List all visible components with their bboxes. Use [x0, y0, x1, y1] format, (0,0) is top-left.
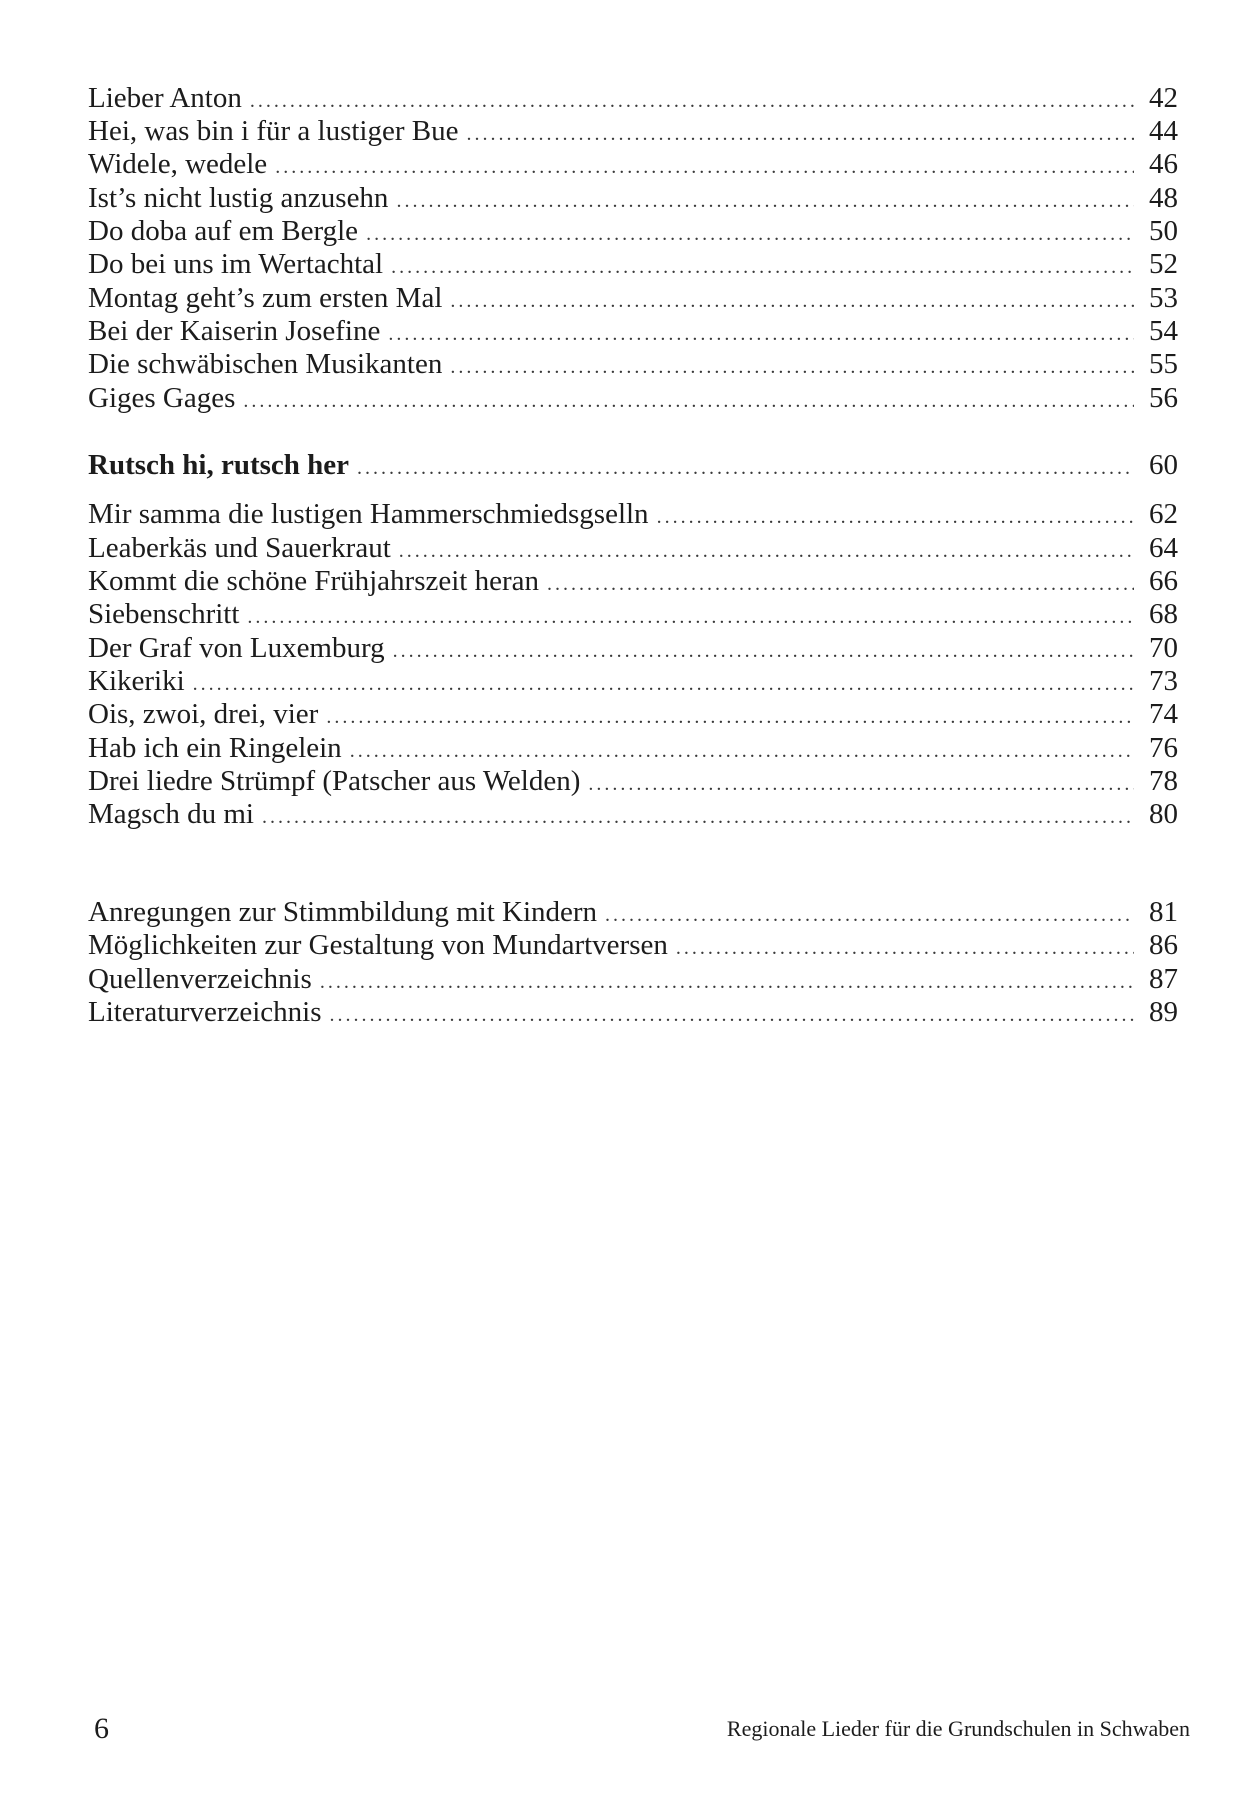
toc-entry-title: Drei liedre Strümpf (Patscher aus Welden) [88, 765, 581, 797]
toc-entry[interactable] [88, 994, 1178, 1033]
toc-entry-title: Ist’s nicht lustig anzusehn [88, 182, 389, 214]
toc-entry-page: 89 [1149, 996, 1178, 1028]
toc-entry-title: Ois, zwoi, drei, vier [88, 698, 319, 730]
toc-entry-page: 81 [1149, 896, 1178, 928]
toc-entry-title: Hei, was bin i für a lustiger Bue [88, 115, 459, 147]
toc-entry-title: Mir samma die lustigen Hammerschmiedsgselln [88, 498, 649, 530]
toc-entry-title: Montag geht’s zum ersten Mal [88, 282, 443, 314]
footer-running-title: Regionale Lieder für die Grundschulen in Schwaben [726, 1716, 1190, 1741]
toc-entry-title: Do doba auf em Bergle [88, 215, 359, 247]
toc-entry-title: Hab ich ein Ringelein [88, 732, 342, 764]
toc-leader [357, 450, 1134, 486]
toc-entry-title: Kommt die schöne Frühjahrszeit heran [88, 565, 539, 597]
footer-page-number: 6 [94, 1712, 109, 1745]
toc-leader [243, 383, 1134, 419]
toc-entry[interactable] [88, 796, 1178, 835]
toc-entry-page: 78 [1149, 765, 1178, 797]
toc-entry-page: 55 [1149, 348, 1178, 380]
toc-entry-page: 87 [1149, 963, 1178, 995]
toc-entry-title: Bei der Kaiserin Josefine [88, 315, 381, 347]
toc-entry-page: 62 [1149, 498, 1178, 530]
toc-entry-title: Giges Gages [88, 382, 236, 414]
toc-entry-page: 74 [1149, 698, 1178, 730]
toc-leader [262, 799, 1134, 835]
toc-entry-title: Lieber Anton [88, 82, 242, 114]
toc-entry-title: Anregungen zur Stimmbildung mit Kindern [88, 896, 598, 928]
toc-entry-page: 80 [1149, 798, 1178, 830]
toc-entry-page: 53 [1149, 282, 1178, 314]
toc-entry-page: 54 [1149, 315, 1178, 347]
toc-entry-title: Magsch du mi [88, 798, 254, 830]
toc-entry-page: 76 [1149, 732, 1178, 764]
toc-entry-page: 64 [1149, 532, 1178, 564]
toc-entry-page: 73 [1149, 665, 1178, 697]
toc-entry-title: Kikeriki [88, 665, 185, 697]
toc-entry[interactable] [88, 380, 1178, 419]
toc-entry-page: 46 [1149, 148, 1178, 180]
toc-entry-page: 42 [1149, 82, 1178, 114]
toc-entry-title: Möglichkeiten zur Gestaltung von Mundartversen [88, 929, 668, 961]
toc-entry-page: 66 [1149, 565, 1178, 597]
toc-entry-title: Der Graf von Luxemburg [88, 632, 385, 664]
toc-entry-title: Leaberkäs und Sauerkraut [88, 532, 391, 564]
toc-entry-page: 44 [1149, 115, 1178, 147]
toc-entry-title: Siebenschritt [88, 598, 240, 630]
toc-entry-page: 56 [1149, 382, 1178, 414]
toc-section-heading[interactable] [88, 447, 1178, 486]
toc-leader [330, 997, 1135, 1033]
toc-entry-page: 68 [1149, 598, 1178, 630]
toc-entry-page: 52 [1149, 248, 1178, 280]
toc-section-page: 60 [1149, 449, 1178, 481]
toc-entry-title: Literaturverzeichnis [88, 996, 322, 1028]
toc-entry-page: 50 [1149, 215, 1178, 247]
toc-entry-title: Do bei uns im Wertachtal [88, 248, 384, 280]
toc-entry-page: 70 [1149, 632, 1178, 664]
toc-entry-page: 48 [1149, 182, 1178, 214]
toc-section-title: Rutsch hi, rutsch her [88, 449, 350, 481]
toc-entry-title: Quellenverzeichnis [88, 963, 312, 995]
toc-entry-page: 86 [1149, 929, 1178, 961]
toc-entry-title: Widele, wedele [88, 148, 268, 180]
toc-entry-title: Die schwäbischen Musikanten [88, 348, 443, 380]
